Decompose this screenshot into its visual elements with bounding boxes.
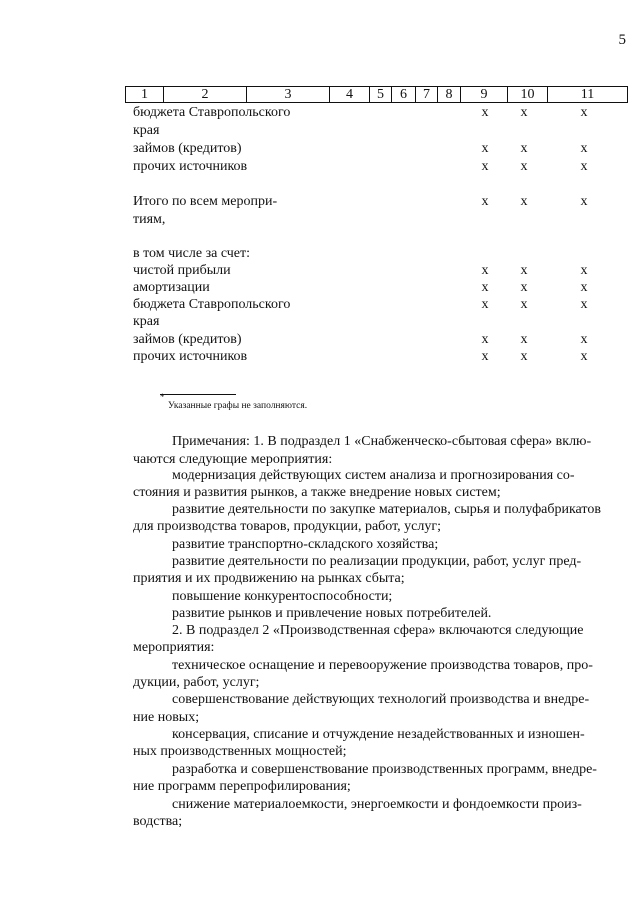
note-line: консервация, списание и отчуждение незадействованных и изношен- [172, 727, 585, 742]
table-row [133, 313, 613, 331]
footnote-mark: * [160, 392, 165, 402]
note-line: развитие деятельности по реализации продукции, работ, услуг пред- [172, 554, 582, 569]
header-cell: 5 [370, 87, 392, 103]
table-row [133, 104, 613, 122]
note-line: стояния и развития рынков, а также внедрение новых систем; [133, 485, 501, 500]
cell-col11: x [580, 280, 588, 295]
header-cell: 11 [548, 87, 628, 103]
header-cell: 6 [392, 87, 416, 103]
note-line: развитие деятельности по закупке материалов, сырья и полуфабрикатов [172, 502, 601, 517]
row-label: края [133, 314, 160, 329]
cell-col10: x [520, 280, 528, 295]
row-label: амортизации [133, 280, 210, 295]
cell-col9: x [481, 332, 489, 347]
table-row [133, 348, 613, 366]
table-row [133, 296, 613, 314]
table-row [133, 245, 613, 263]
note-line: для производства товаров, продукции, работ, услуг; [133, 519, 441, 534]
note-line: ние новых; [133, 710, 200, 725]
row-label: займов (кредитов) [133, 141, 242, 156]
row-label: прочих источников [133, 349, 248, 364]
page-number: 5 [618, 32, 626, 48]
row-label: бюджета Ставропольского [133, 297, 291, 312]
note-line: ных производственных мощностей; [133, 744, 347, 759]
row-label: чистой прибыли [133, 263, 231, 278]
header-cell: 2 [164, 87, 247, 103]
table-row [133, 140, 613, 158]
header-cell: 8 [438, 87, 461, 103]
cell-col10: x [520, 159, 528, 174]
header-cell: 4 [330, 87, 370, 103]
row-label: займов (кредитов) [133, 332, 242, 347]
note-line: 2. В подраздел 2 «Производственная сфера» включаются следующие [172, 623, 584, 638]
header-cell: 3 [247, 87, 330, 103]
note-line: ние программ перепрофилирования; [133, 779, 351, 794]
note-line: совершенствование действующих технологий производства и внедре- [172, 692, 590, 707]
cell-col10: x [520, 105, 528, 120]
cell-col11: x [580, 141, 588, 156]
row-label: в том числе за счет: [133, 246, 251, 261]
row-label: прочих источников [133, 159, 248, 174]
header-cell: 10 [508, 87, 548, 103]
table-row [133, 193, 613, 211]
cell-col9: x [481, 280, 489, 295]
row-label: тиям, [133, 212, 166, 227]
cell-col11: x [580, 105, 588, 120]
cell-col11: x [580, 194, 588, 209]
cell-col10: x [520, 297, 528, 312]
cell-col9: x [481, 349, 489, 364]
cell-col11: x [580, 349, 588, 364]
note-line: техническое оснащение и перевооружение производства товаров, про- [172, 658, 593, 673]
cell-col9: x [481, 263, 489, 278]
cell-col10: x [520, 141, 528, 156]
note-line: водства; [133, 814, 183, 829]
cell-col10: x [520, 332, 528, 347]
header-cell: 9 [461, 87, 508, 103]
table-row [133, 331, 613, 349]
note-line: модернизация действующих систем анализа и прогнозирования со- [172, 468, 575, 483]
table-row [133, 279, 613, 297]
row-label: Итого по всем меропри- [133, 194, 278, 209]
footnote-divider [160, 394, 236, 395]
cell-col9: x [481, 297, 489, 312]
table-row [133, 262, 613, 280]
note-line: дукции, работ, услуг; [133, 675, 260, 690]
cell-col11: x [580, 263, 588, 278]
note-line: Примечания: 1. В подраздел 1 «Снабженческо-сбытовая сфера» вклю- [172, 434, 592, 449]
table-row [133, 211, 613, 229]
cell-col11: x [580, 332, 588, 347]
header-cell: 7 [416, 87, 438, 103]
table-row [133, 122, 613, 140]
note-line: чаются следующие мероприятия: [133, 452, 333, 467]
note-line: развитие транспортно-складского хозяйства; [172, 537, 439, 552]
cell-col9: x [481, 159, 489, 174]
note-line: разработка и совершенствование производственных программ, внедре- [172, 762, 597, 777]
footnote-text: Указанные графы не заполняются. [168, 401, 308, 411]
cell-col9: x [481, 141, 489, 156]
note-line: снижение материалоемкости, энергоемкости и фондоемкости произ- [172, 797, 582, 812]
cell-col9: x [481, 105, 489, 120]
row-label: края [133, 123, 160, 138]
cell-col9: x [481, 194, 489, 209]
column-number-header [125, 86, 628, 103]
cell-col10: x [520, 349, 528, 364]
cell-col10: x [520, 194, 528, 209]
header-cell: 1 [126, 87, 164, 103]
row-label: бюджета Ставропольского [133, 105, 291, 120]
note-line: повышение конкурентоспособности; [172, 589, 393, 604]
cell-col11: x [580, 159, 588, 174]
note-line: развитие рынков и привлечение новых потребителей. [172, 606, 492, 621]
table-row [133, 158, 613, 176]
note-line: приятия и их продвижению на рынках сбыта; [133, 571, 405, 586]
note-line: мероприятия: [133, 640, 215, 655]
cell-col10: x [520, 263, 528, 278]
cell-col11: x [580, 297, 588, 312]
